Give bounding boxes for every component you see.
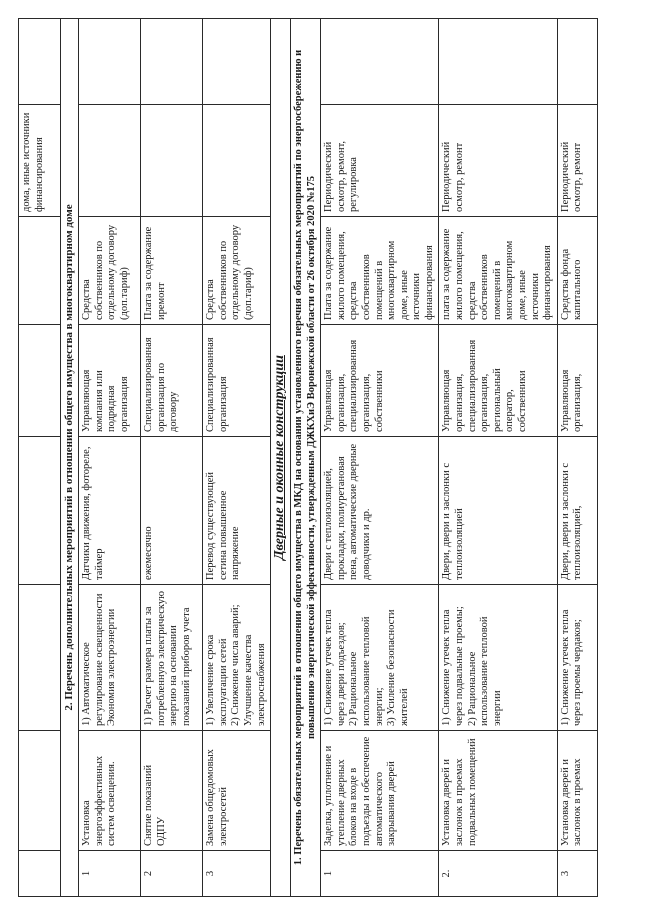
measure-equipment: Перевод существующей сетина повышенное напряжение bbox=[203, 437, 271, 585]
table-row bbox=[79, 19, 141, 897]
measure-frequency bbox=[203, 105, 271, 217]
table-cell bbox=[19, 217, 61, 325]
measure-financing: Средства фонда капитального bbox=[557, 217, 597, 325]
measure-executor: Управляющая компания или подрядная организация bbox=[79, 325, 141, 437]
measure-executor: Управляющая организация, специализированная организация, собственники bbox=[321, 325, 439, 437]
goal-line: 1) Расчет размера платы за потребленную электрическую энергию на основании показаний приборов учета bbox=[143, 591, 192, 726]
measure-executor: Управляющая организация, bbox=[557, 325, 597, 437]
goal-line: Экономия электроэнергии bbox=[106, 608, 118, 726]
measure-executor: Управляющая организация, специализированная организация, региональный оператор, собственники bbox=[439, 325, 557, 437]
table-cell bbox=[19, 851, 61, 897]
goal-line: 1) Снижение утечек тепла через двери подъездов; bbox=[323, 609, 347, 726]
measure-frequency bbox=[79, 105, 141, 217]
table-row bbox=[557, 19, 597, 897]
section-2-header: 2. Перечень дополнительных мероприятий в отношении общего имущества в многоквартирном доме bbox=[61, 19, 79, 897]
measure-equipment: ежемесячно bbox=[141, 437, 203, 585]
measure-equipment: Датчики движения, фотореле, таймер bbox=[79, 437, 141, 585]
goal-line: 2) Рациональное использование тепловой энергии bbox=[466, 616, 503, 726]
measure-name: Установка энергоэффективных систем освещения. bbox=[79, 731, 141, 851]
goal-line: 1) Автоматическое регулирование освещенности bbox=[81, 593, 105, 726]
measure-executor: Специализированная организация bbox=[203, 325, 271, 437]
row-number: 3 bbox=[203, 851, 271, 897]
measure-financing: Средства собственников по отдельному договору (доп.тариф) bbox=[79, 217, 141, 325]
table-cell bbox=[19, 325, 61, 437]
measure-frequency: Периодический осмотр, ремонт, регулировка bbox=[321, 105, 439, 217]
measure-financing: Плата за содержание иремонт bbox=[141, 217, 203, 325]
goal-line: 1) Снижение утечек тепла через подвальные проемы; bbox=[441, 606, 466, 726]
goal-line: 2) Снижение числа аварий; bbox=[230, 604, 242, 726]
measure-name: Заделка, уплотнение и утепление дверных блоков на входе в подъезды и обеспечение автоматического закрывания дверей bbox=[321, 731, 439, 851]
table-row bbox=[141, 19, 203, 897]
table-cell bbox=[19, 731, 61, 851]
measure-goals bbox=[439, 585, 557, 731]
goal-line: 1) Увеличение срока эксплуатации сетей bbox=[205, 634, 229, 726]
measure-frequency: Периодический осмотр, ремонт bbox=[557, 105, 597, 217]
top-row bbox=[19, 19, 61, 897]
measure-goals bbox=[79, 585, 141, 731]
row-number: 1 bbox=[321, 851, 439, 897]
table-cell bbox=[439, 19, 557, 105]
table-cell bbox=[203, 19, 271, 105]
table-row bbox=[439, 19, 557, 897]
table-row bbox=[321, 19, 439, 897]
measure-financing: Плата за содержание жилого помещения, средства собственников помещений в многоквартирном доме, иные источники финансирования bbox=[321, 217, 439, 325]
table-cell bbox=[321, 19, 439, 105]
table-cell bbox=[141, 19, 203, 105]
goal-line: 3) Усиление безопасности жителей bbox=[386, 609, 410, 726]
table-cell bbox=[557, 19, 597, 105]
measure-name: Установка дверей и заслонок в проемах bbox=[557, 731, 597, 851]
measure-name: Замена общедомовых электросетей bbox=[203, 731, 271, 851]
measure-goals bbox=[203, 585, 271, 731]
measure-name: Снятие показаний ОДПУ bbox=[141, 731, 203, 851]
section-header-row bbox=[61, 19, 79, 897]
row-number: 1 bbox=[79, 851, 141, 897]
measure-equipment: Двери с теплоизоляцией, прокладки, полиуретановая пена, автоматические дверные доводчики и др. bbox=[321, 437, 439, 585]
measure-executor: Специализированная организация по договору bbox=[141, 325, 203, 437]
table-cell: дома, иные источники финансирования bbox=[19, 105, 61, 217]
row-number: 3 bbox=[557, 851, 597, 897]
section-title-row bbox=[271, 19, 291, 897]
measure-goals bbox=[321, 585, 439, 731]
section-title: Дверные и оконные конструкции bbox=[271, 19, 291, 897]
measure-frequency bbox=[141, 105, 203, 217]
row-number: 2 bbox=[141, 851, 203, 897]
measure-goals bbox=[557, 585, 597, 731]
measure-financing: плата за содержание жилого помещения, средства собственников помещений в многоквартирном доме, иные источники финансирования bbox=[439, 217, 557, 325]
measure-goals bbox=[141, 585, 203, 731]
table-cell bbox=[19, 19, 61, 105]
table-cell bbox=[19, 437, 61, 585]
table-row bbox=[203, 19, 271, 897]
row-number: 2. bbox=[439, 851, 557, 897]
goal-line: 1) Снижение утечек тепла через проемы чердаков; bbox=[559, 609, 584, 726]
section-header-row bbox=[290, 19, 320, 897]
table-cell bbox=[79, 19, 141, 105]
measure-name: Установка дверей и заслонок в проемах подвальных помещений bbox=[439, 731, 557, 851]
measure-equipment: Двери, двери и заслонки с теплоизоляцией, bbox=[557, 437, 597, 585]
goal-line: 2) Рациональное использование тепловой энергии; bbox=[348, 616, 385, 726]
section-1-header: 1. Перечень обязательных мероприятий в отношении общего имущества в МКД на основании установленного перечня обязательных мероприятий по энергосбережению и повышению энергетической эффективности, утвержденным ДЖКХиЭ Воронежской области от 26 октября 2020 №175 bbox=[290, 19, 320, 897]
measure-equipment: Двери, двери и заслонки с теплоизоляцией bbox=[439, 437, 557, 585]
measures-table bbox=[18, 18, 598, 897]
measure-frequency: Периодический осмотр, ремонт bbox=[439, 105, 557, 217]
measure-financing: Средства собственников по отдельному договору (доп.тариф) bbox=[203, 217, 271, 325]
goal-line: Улучшение качества электроснабжения bbox=[242, 634, 267, 726]
table-cell bbox=[19, 585, 61, 731]
